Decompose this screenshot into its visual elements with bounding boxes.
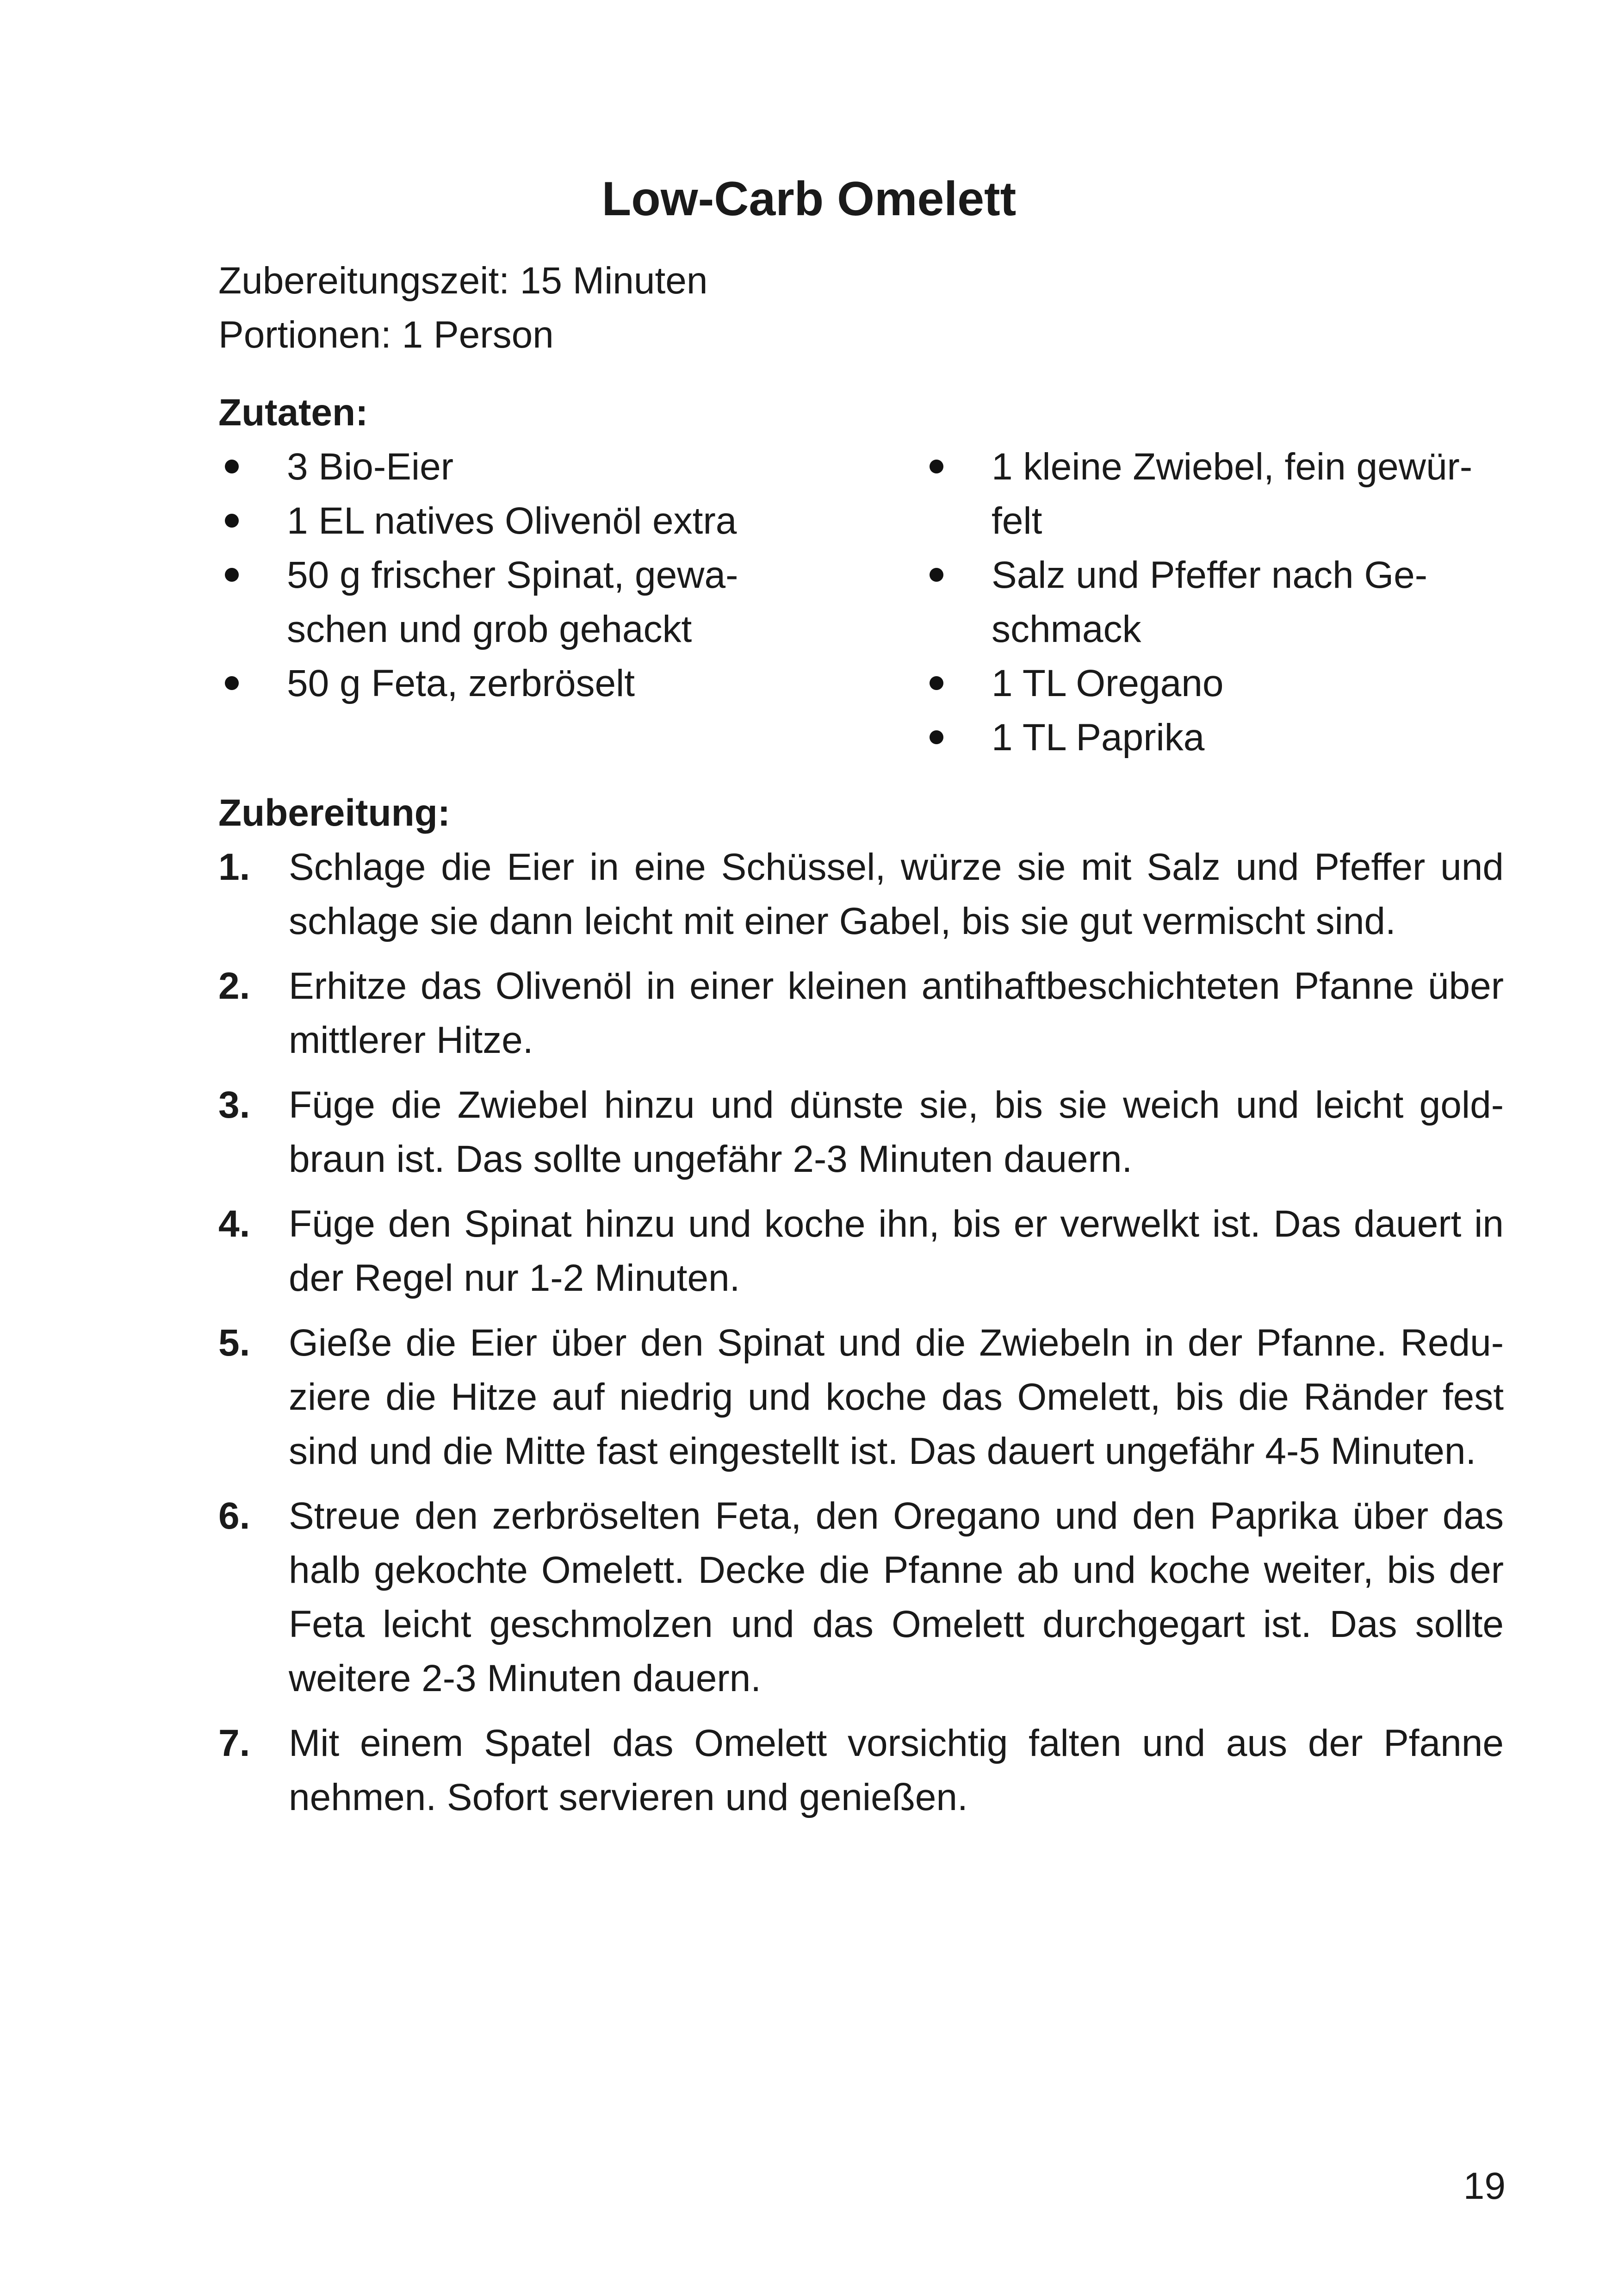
steps-list [218,840,1504,1835]
step-text: Gieße die Eier über den Spinat und die Zwiebeln in der Pfanne. Reduziere die Hitze auf niedrig und koche das Omelett, bis die Ränder fest sind und die Mitte fast eingestellt ist. Das dauert ungefähr 4-5 Minuten. [289,1322,1504,1472]
bullet-icon [225,460,239,473]
ingredient-text: 50 g frischer Spinat, gewaschen und grob gehackt [287,554,738,650]
step-number: 3. [218,1084,250,1126]
step-item [218,1489,1504,1705]
recipe-meta [218,254,708,362]
bullet-icon [225,514,239,528]
bullet-icon [225,568,239,582]
ingredients-list-left [218,440,774,710]
step-text: Füge die Zwiebel hinzu und dünste sie, bis sie weich und leicht goldbraun ist. Das sollte ungefähr 2-3 Minuten dauern. [289,1084,1504,1180]
step-text: Schlage die Eier in eine Schüssel, würze sie mit Salz und Pfeffer und schlage sie dann leicht mit einer Gabel, bis sie gut vermischt sind. [289,846,1504,942]
ingredient-item [923,656,1515,710]
bullet-icon [930,568,943,582]
ingredient-item [923,440,1505,548]
step-text: Füge den Spinat hinzu und koche ihn, bis er verwelkt ist. Das dauert in der Regel nur 1-2 Minuten. [289,1203,1504,1299]
step-text: Streue den zerbröselten Feta, den Oregano und den Paprika über das halb gekochte Omelett. Decke die Pfanne ab und koche weiter, bis der Feta leicht geschmolzen und das Omelett durchgegart ist. Das sollte weitere 2-3 Minuten dauern. [289,1495,1504,1699]
step-item [218,1716,1504,1824]
step-text: Erhitze das Olivenöl in einer kleinen antihaftbeschichteten Pfanne über mittlerer Hitze. [289,965,1504,1061]
ingredient-text: 3 Bio-Eier [287,446,454,488]
recipe-title: Low-Carb Omelett [601,172,1017,226]
step-item [218,840,1504,948]
ingredient-text: 50 g Feta, zerbröselt [287,662,635,704]
step-item [218,959,1504,1067]
ingredient-text: 1 TL Oregano [992,662,1224,704]
step-number: 7. [218,1722,250,1764]
servings: Portionen: 1 Person [218,314,554,356]
ingredients-list-right [923,440,1515,765]
step-number: 5. [218,1322,250,1364]
ingredient-item [218,494,774,548]
step-item [218,1078,1504,1186]
ingredient-item [218,440,774,494]
ingredient-item [218,656,774,710]
bullet-icon [930,730,943,744]
bullet-icon [930,460,943,473]
prep-time: Zubereitungszeit: 15 Minuten [218,260,708,302]
step-number: 6. [218,1495,250,1537]
ingredient-item [218,548,759,656]
ingredients-heading: Zutaten: [218,392,368,434]
step-item [218,1197,1504,1305]
ingredient-text: 1 kleine Zwiebel, fein gewürfelt [992,446,1473,542]
bullet-icon [225,676,239,690]
ingredient-text: 1 EL natives Olivenöl extra [287,500,737,542]
bullet-icon [930,676,943,690]
ingredient-item [923,548,1505,656]
step-text: Mit einem Spatel das Omelett vorsichtig falten und aus der Pfanne nehmen. Sofort servieren und genießen. [289,1722,1504,1818]
ingredient-text: Salz und Pfeffer nach Geschmack [992,554,1428,650]
page-number: 19 [1463,2165,1506,2207]
step-item [218,1316,1504,1478]
step-number: 4. [218,1203,250,1245]
ingredient-item [923,710,1515,765]
steps-heading: Zubereitung: [218,792,451,834]
step-number: 2. [218,965,250,1007]
step-number: 1. [218,846,250,888]
ingredient-text: 1 TL Paprika [992,716,1205,759]
